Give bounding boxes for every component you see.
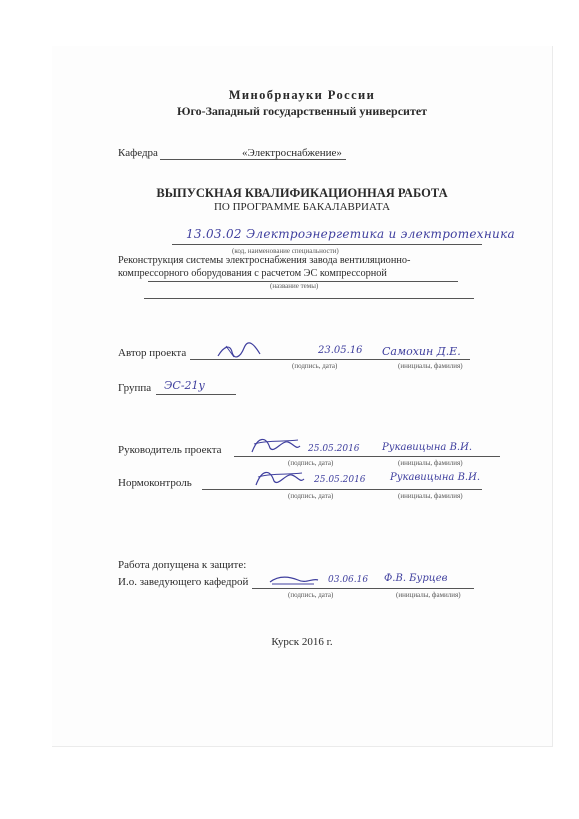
department-label: Кафедра	[118, 147, 158, 159]
author-name: Самохин Д.Е.	[382, 345, 461, 358]
work-title-line2: ПО ПРОГРАММЕ БАКАЛАВРИАТА	[213, 201, 391, 213]
specialty-caption: (код, наименование специальности)	[232, 247, 339, 255]
normcontrol-name: Рукавицына В.И.	[390, 472, 480, 483]
normcontrol-date: 25.05.2016	[314, 475, 366, 485]
author-caption-sign: (подпись, дата)	[292, 362, 338, 370]
document-page	[52, 46, 553, 747]
topic-line1: Реконструкция системы электроснабжения завода вентиляционно-	[118, 255, 411, 266]
city-year: Курск 2016 г.	[271, 636, 333, 648]
supervisor-underline	[234, 456, 500, 457]
normcontrol-caption-name: (инициалы, фамилия)	[398, 492, 463, 500]
supervisor-caption-name: (инициалы, фамилия)	[398, 459, 463, 467]
normcontrol-signature-icon	[252, 467, 306, 489]
normcontrol-caption-sign: (подпись, дата)	[288, 492, 334, 500]
university-heading: Юго-Западный государственный университет	[176, 104, 428, 118]
work-title-line1: ВЫПУСКНАЯ КВАЛИФИКАЦИОННАЯ РАБОТА	[156, 186, 448, 200]
supervisor-signature-icon	[248, 434, 302, 456]
head-caption-name: (инициалы, фамилия)	[396, 591, 461, 599]
head-of-department-label: И.о. заведующего кафедрой	[118, 576, 249, 588]
head-signature-icon	[268, 574, 320, 588]
department-underline	[160, 159, 346, 160]
group-value: ЭС-21у	[164, 379, 205, 392]
group-label: Группа	[118, 382, 152, 394]
group-underline	[156, 394, 236, 395]
author-label: Автор проекта	[118, 347, 187, 359]
topic-extra-underline	[144, 298, 474, 299]
head-date: 03.06.16	[328, 575, 369, 585]
author-caption-name: (инициалы, фамилия)	[398, 362, 463, 370]
department-value: «Электроснабжение»	[242, 147, 342, 159]
author-signature-icon	[216, 342, 264, 360]
supervisor-label: Руководитель проекта	[118, 444, 222, 456]
normcontrol-label: Нормоконтроль	[118, 477, 192, 489]
topic-caption: (название темы)	[270, 282, 319, 290]
topic-line2: компрессорного оборудования с расчетом ЭС компрессорной	[118, 268, 387, 279]
normcontrol-underline	[202, 489, 482, 490]
specialty-underline	[172, 244, 482, 245]
head-caption-sign: (подпись, дата)	[288, 591, 334, 599]
admission-label: Работа допущена к защите:	[118, 559, 247, 571]
supervisor-name: Рукавицына В.И.	[382, 442, 472, 453]
author-date: 23.05.16	[318, 345, 363, 356]
head-name: Ф.В. Бурцев	[384, 573, 448, 584]
supervisor-date: 25.05.2016	[308, 444, 360, 454]
ministry-heading: Минобрнауки России	[228, 88, 376, 102]
head-underline	[252, 588, 474, 589]
specialty-handwritten: 13.03.02 Электроэнергетика и электротехника	[186, 227, 516, 241]
supervisor-caption-sign: (подпись, дата)	[288, 459, 334, 467]
